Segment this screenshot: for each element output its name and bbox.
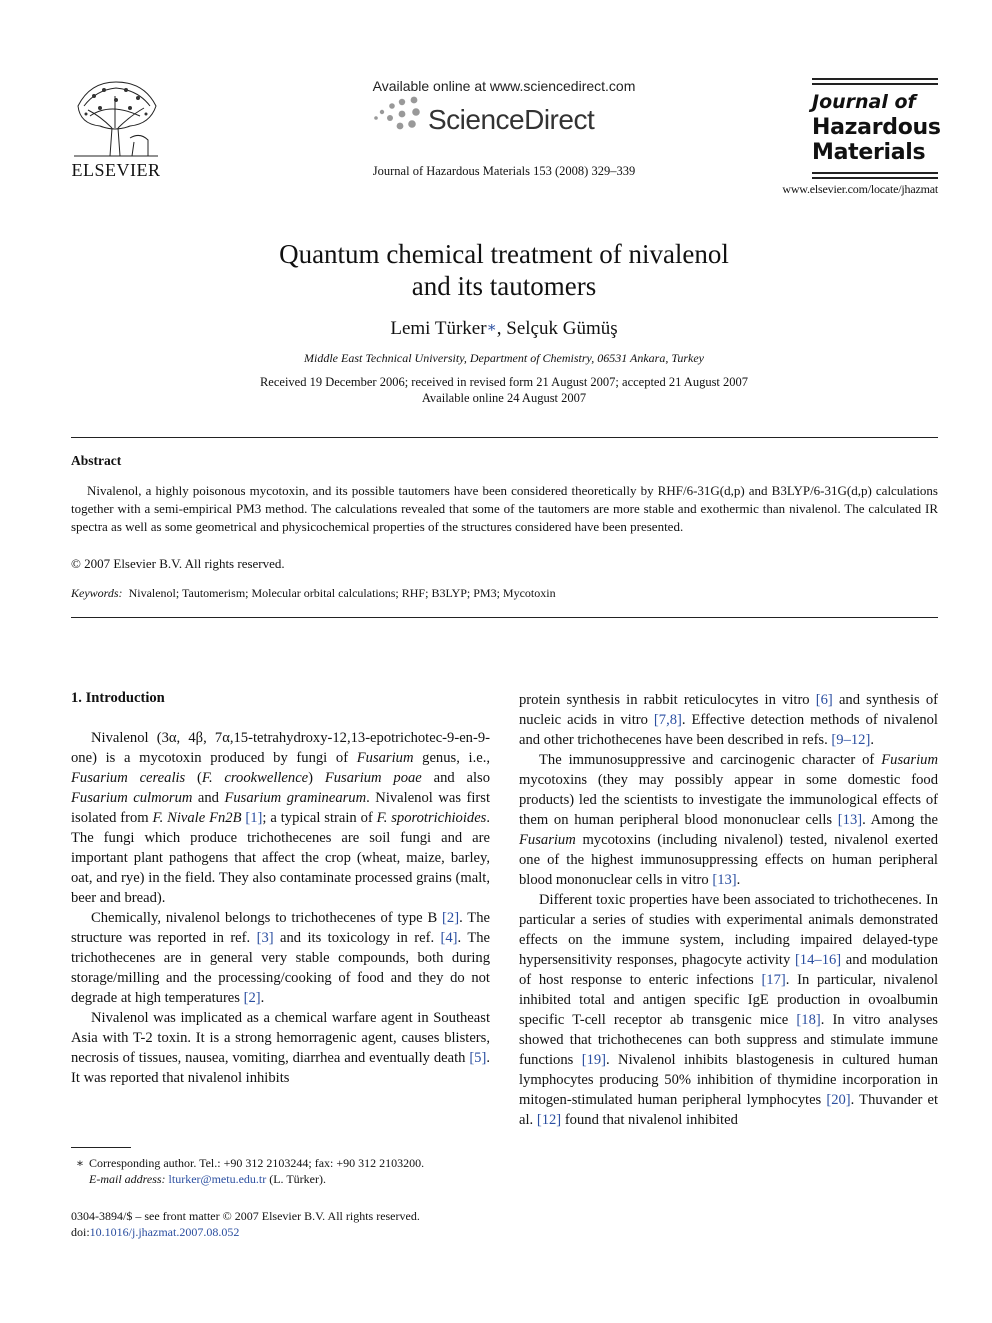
citation-link[interactable]: [9–12] (831, 732, 871, 748)
author-1: Lemi Türker (390, 318, 487, 339)
citation-link[interactable]: [6] (815, 692, 833, 708)
available-online-text: Available online at www.sciencedirect.com (372, 78, 636, 94)
doi-label: doi: (71, 1225, 90, 1239)
keywords (71, 586, 556, 601)
citation-link[interactable]: [2] (243, 990, 261, 1006)
citation-link[interactable]: [7,8] (653, 712, 682, 728)
paragraph: The immunosuppressive and carcinogenic character of Fusarium mycotoxins (they may possibly appear in some domestic food products) led the scientists to investigate the immunological effects of them on human peripheral blood mononuclear cells [13]. Among the Fusarium mycotoxins (including nivalenol) tested, nivalenol exerted one of the highest immunosuppressing effects on human peripheral blood mononuclear cells in vitro [13]. (519, 752, 938, 888)
journal-title-block (812, 90, 942, 165)
article-title-line1: Quantum chemical treatment of nivalenol (279, 239, 729, 269)
citation-link[interactable]: [20] (826, 1092, 851, 1108)
citation-link[interactable]: [13] (712, 872, 737, 888)
sciencedirect-wordmark: ScienceDirect (428, 104, 595, 135)
paragraph: Chemically, nivalenol belongs to trichothecenes of type B [2]. The structure was reported in ref. [3] and its toxicology in ref. [4]. The trichothecenes are in general very stable compounds, both during storage/milling and the processing/cooking of food and they do not degrade at high temperatures [2]. (71, 910, 491, 1006)
author-2: , Selçuk Gümüş (496, 318, 618, 339)
body-column-right (519, 690, 938, 1130)
issn-line: 0304-3894/$ – see front matter © 2007 Elsevier B.V. All rights reserved. (71, 1209, 420, 1223)
footnote-corresponding (71, 1155, 491, 1171)
citation-link[interactable]: [5] (469, 1050, 487, 1066)
available-online-date: Available online 24 August 2007 (421, 391, 587, 405)
front-matter (71, 1208, 491, 1240)
journal-title-rule-top (812, 78, 938, 80)
article-dates (100, 374, 908, 406)
abstract-heading: Abstract (71, 453, 122, 468)
journal-title-rule-bottom (812, 172, 938, 174)
paragraph: Different toxic properties have been associated to trichothecenes. In particular a series of studies with experimental animals demonstrated effects on the immune system, including impaired delayed-type hypersensitivity responses, phagocyte activity [14–16] and modulation of host response to enteric infections [17]. In particular, nivalenol inhibited total and antigen specific IgE production in ovoalbumin specific T-cell receptor ab transgenic mice [18]. In vitro analyses showed that trichothecenes can both suppress and stimulate immune functions [19]. Nivalenol inhibits blastogenesis in cultured human lymphocytes producing 50% inhibition of thymidine incorporation in mitogen-stimulated human peripheral lymphocytes [20]. Thuvander et al. [12] found that nivalenol inhibited (519, 892, 938, 1128)
paragraph: Nivalenol was implicated as a chemical warfare agent in Southeast Asia with T-2 toxin. It is a strong hemorragenic agent, causes blisters, necrosis of tissues, nausea, vomiting, diarrhea and eventually death [5]. It was reported that nivalenol inhibits (71, 1010, 490, 1086)
article-title-line2: and its tautomers (411, 271, 597, 301)
corresponding-author-marker[interactable]: ∗ (486, 320, 497, 336)
abstract-bottom-rule (71, 617, 938, 618)
footnote-star: ∗ (75, 1156, 85, 1170)
email-link[interactable]: lturker@metu.edu.tr (168, 1172, 267, 1186)
citation-link[interactable]: [13] (837, 812, 863, 828)
footnote (71, 1155, 491, 1187)
elsevier-wordmark: ELSEVIER (71, 160, 161, 180)
keywords-list: Nivalenol; Tautomerism; Molecular orbital calculations; RHF; B3LYP; PM3; Mycotoxin (128, 586, 556, 600)
doi-line (71, 1224, 491, 1240)
journal-title-line2: Hazardous (812, 115, 941, 140)
citation-link[interactable]: [2] (442, 910, 460, 926)
abstract-top-rule (71, 437, 938, 438)
citation-link[interactable]: [14–16] (794, 952, 842, 968)
abstract-text (71, 482, 938, 536)
section-heading-introduction: 1. Introduction (71, 690, 165, 706)
journal-title-line1: Journal of (812, 91, 916, 113)
received-dates: Received 19 December 2006; received in revised form 21 August 2007; accepted 21 August 2007 (259, 375, 749, 389)
journal-url-link[interactable]: www.elsevier.com/locate/jhazmat (782, 182, 938, 196)
body-column-left (71, 728, 490, 1088)
citation-link[interactable]: [18] (796, 1012, 821, 1028)
abstract-copyright: © 2007 Elsevier B.V. All rights reserved. (71, 556, 285, 571)
citation-link[interactable]: [1] (245, 810, 263, 826)
keywords-label: Keywords: (71, 586, 123, 600)
footnote-rule (71, 1147, 131, 1148)
email-owner: (L. Türker). (266, 1172, 326, 1186)
affiliation: Middle East Technical University, Department of Chemistry, 06531 Ankara, Turkey (304, 351, 704, 365)
citation-link[interactable]: [3] (256, 930, 274, 946)
footnote-contact: Corresponding author. Tel.: +90 312 2103244; fax: +90 312 2103200. (89, 1156, 425, 1170)
footnote-email (71, 1171, 491, 1187)
journal-title-line3: Materials (812, 140, 926, 165)
doi-link[interactable]: 10.1016/j.jhazmat.2007.08.052 (89, 1225, 240, 1239)
citation-link[interactable]: [4] (440, 930, 458, 946)
paragraph: Nivalenol (3α, 4β, 7α,15-tetrahydroxy-12,13-epotrichotec-9-en-9-one) is a mycotoxin produced by fungi of Fusarium genus, i.e., Fusarium cerealis (F. crookwellence) Fusarium poae and also Fusarium culmorum and Fusarium graminearum. Nivalenol was first isolated from F. Nivale Fn2B [1]; a typical strain of F. sporotrichioides. The fungi which produce trichothecenes are soil fungi and are important plant pathogens that affect the crop (wheat, maize, barley, oat, and rye) in the field. They also contaminate processed grains (malt, beer and bread). (71, 730, 491, 906)
author-list (100, 318, 908, 340)
article-title (100, 238, 908, 302)
email-label: E-mail address: (89, 1172, 166, 1186)
paragraph: protein synthesis in rabbit reticulocytes in vitro [6] and synthesis of nucleic acids in vitro [7,8]. Effective detection methods of nivalenol and other trichothecenes have been described in refs. [9–12]. (519, 692, 938, 748)
citation-link[interactable]: [12] (536, 1112, 562, 1128)
journal-title-rule-bottom-2 (812, 177, 938, 179)
citation-link[interactable]: [17] (761, 972, 786, 988)
abstract-body: Nivalenol, a highly poisonous mycotoxin, and its possible tautomers have been considered theoretically by RHF/6-31G(d,p) and B3LYP/6-31G(d,p) calculations together with a semi-empirical PM3 method. The calculations revealed that some of the tautomers are more stable and exothermic than nivalenol. The calculated IR spectra as well as some geometrical and physicochemical properties of the structures considered have been presented. (71, 483, 938, 534)
citation-link[interactable]: [19] (581, 1052, 607, 1068)
journal-title-rule-top-2 (812, 83, 938, 85)
journal-citation: Journal of Hazardous Materials 153 (2008) 329–339 (372, 164, 636, 178)
